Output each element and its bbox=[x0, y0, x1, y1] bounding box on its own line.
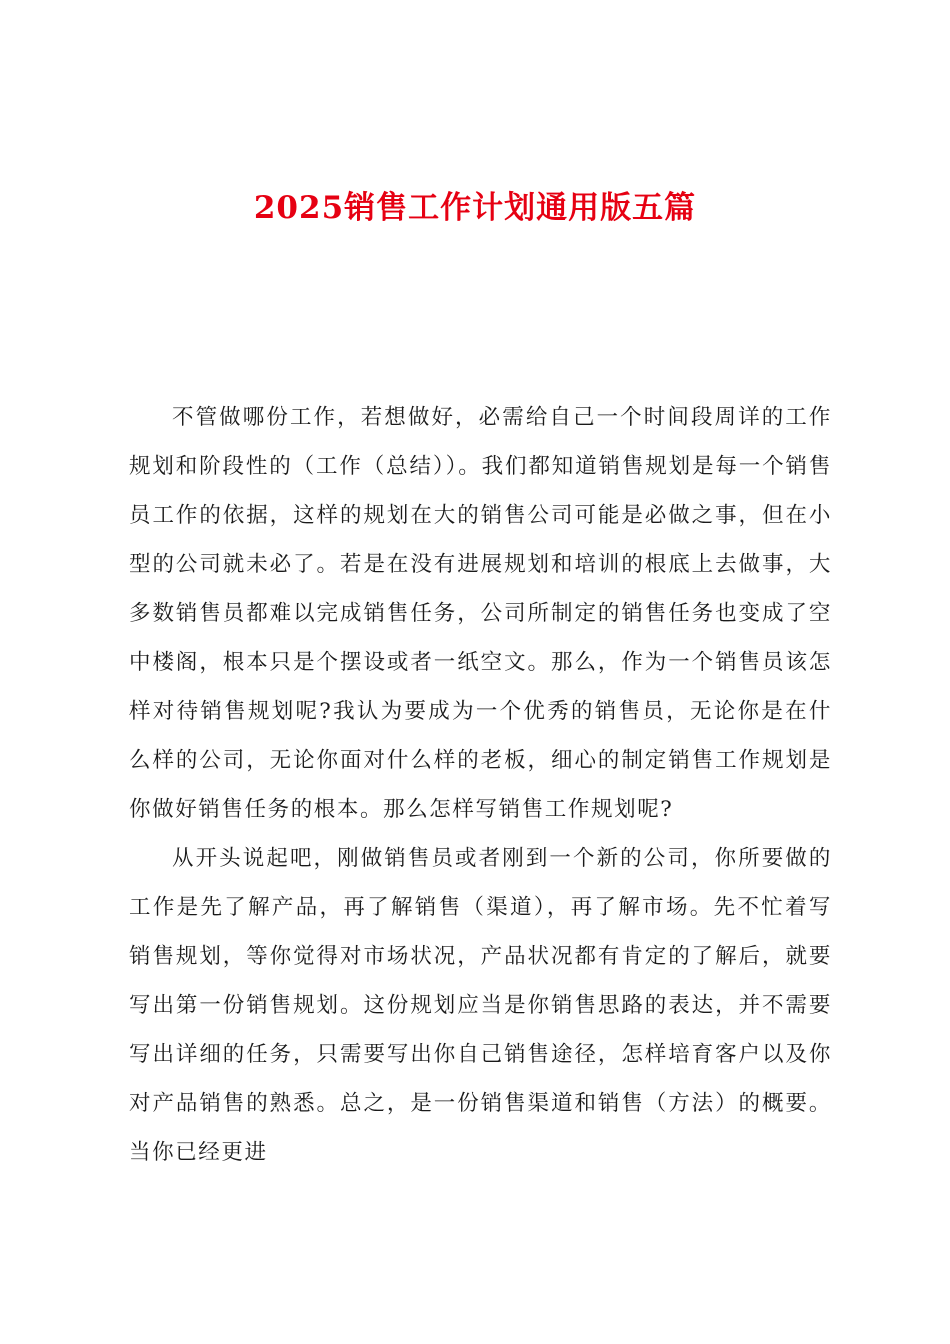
paragraph-2: 从开头说起吧，刚做销售员或者刚到一个新的公司，你所要做的工作是先了解产品，再了解销售（渠道），再了解市场。先不忙着写销售规划，等你觉得对市场状况，产品状况都有肯定的了解后，就要写出第一份销售规划。这份规划应当是你销售思路的表达，并不需要写出详细的任务，只需要写出你自己销售途径，怎样培育客户以及你对产品销售的熟悉。总之，是一份销售渠道和销售（方法）的概要。当你已经更进 bbox=[129, 846, 832, 1165]
document-body bbox=[129, 393, 832, 1177]
paragraph-1: 不管做哪份工作，若想做好，必需给自己一个时间段周详的工作规划和阶段性的（工作（总结））。我们都知道销售规划是每一个销售员工作的依据，这样的规划在大的销售公司可能是必做之事，但在小型的公司就未必了。若是在没有进展规划和培训的根底上去做事，大多数销售员都难以完成销售任务，公司所制定的销售任务也变成了空中楼阁，根本只是个摆设或者一纸空文。那么，作为一个销售员该怎样对待销售规划呢?我认为要成为一个优秀的销售员，无论你是在什么样的公司，无论你面对什么样的老板，细心的制定销售工作规划是你做好销售任务的根本。那么怎样写销售工作规划呢? bbox=[129, 405, 832, 822]
document-title: 2025销售工作计划通用版五篇 bbox=[253, 190, 697, 226]
